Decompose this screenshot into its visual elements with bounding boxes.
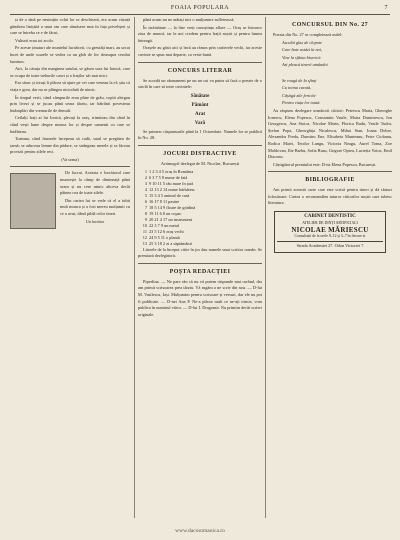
paragraph: De lucrat. Aceasta e lucrătorul care muncește la câmp de dimineață până seara și nu cere nimic altceva decât pâinea cea de toate zilele. — [60, 170, 130, 196]
row-number: 5 — [144, 192, 147, 198]
column-middle — [138, 17, 262, 518]
row-number: 1 — [144, 168, 147, 174]
section-rule — [138, 145, 262, 146]
row-text: 23 5 12 6 oraș vechi — [149, 228, 184, 234]
mailbox-text: Piperlina. — Ne pare rău că nu vă putem răspunde mai curând, dar am primit scrisoarea prea târziu. Vă rugăm a ne scrie din nou. — D-lui M. Vasilescu, Iași. Mulțumim pentru scrisoare și versuri, dar ele nu pot fi publicate. — D-nei Ana P. Ne-a plăcut mult ce ne-ați trimis; vom publica în numărul viitor. — D-lui I. Dragomir. Nu primim decât scrieri originale. — [138, 278, 262, 317]
games-intro: Aritmogrif dezlegat de M. Nicolae, București — [160, 160, 240, 166]
paragraph: Era sărac și totuși îi plăcea să ajute pe cei care veneau la el; știa că viața e grea, dar nu se plângea niciodată de nimic. — [10, 80, 130, 92]
row-number: 10 — [142, 222, 147, 228]
row-text: 25 3 18 2 zi a săptămânii — [149, 240, 192, 246]
column-left — [10, 17, 130, 518]
newspaper-title: FOAIA POPULARA — [170, 5, 230, 11]
section-rule — [138, 62, 262, 63]
dental-advertisement — [274, 211, 386, 253]
ad-name: NICOLAE MĂRIESCU — [291, 225, 369, 234]
poem-line: Azi pleacă tinerii amândoi — [282, 62, 328, 68]
row-number: 4 — [144, 186, 147, 192]
row-number: 12 — [142, 234, 147, 240]
row-text: 22 3 7 9 un metal — [149, 222, 179, 228]
paragraph: Din cartea lui se vede că el a iubit mult munca și a fost mereu mulțumit cu ce a avut, dând pildă celor tineri. — [60, 197, 130, 217]
bibliography-text: Am primit această carte care este scrisă pentru tineri și dă sfaturi folositoare. Cartea o recomandăm tuturor cititorilor noștri care iubesc literatura. — [268, 187, 392, 206]
poem-line: Vine la sfânta biserică — [282, 54, 321, 60]
paragraph: Ceilalți frați ai lui Ionică, plecați la oraș, trimiteau din când în când vești bune despre munca lor și despre oamenii cu care se întâlneau. — [10, 115, 130, 134]
contest-heading: CONCURSUL DIN No. 27 — [291, 22, 368, 28]
contest-word: Pământ — [191, 102, 209, 108]
photo-caption: Un lucrător — [85, 218, 105, 224]
games-note: Literele de la început citite în jos dau numele unui scriitor român. Se premiază dezlegătorii. — [138, 246, 262, 259]
row-text: 9 10 11 5 râu mare în țară — [149, 180, 194, 186]
section-rule — [10, 166, 130, 167]
contest-intro: Poezia din No. 27 se completează astfel: — [273, 32, 343, 37]
poem-line: Se roagă de la sfinți — [282, 77, 317, 83]
section-rule — [138, 263, 262, 264]
literary-contest-text: Se acordă un abonament pe un an cui va putea să facă o poezie de o strofă în care să intre cuvintele: — [138, 77, 262, 90]
literary-contest-heading: CONCURS LITERAR — [167, 67, 233, 74]
paragraph: Aici, la căsuța din marginea satului, se găsea sora lui Ionică, care se ocupa de toate treburile casei și a fraților săi mai mici. — [10, 66, 130, 78]
poem-line: Care bate astăzi la noi, — [282, 47, 323, 53]
paragraph: În timpul verii, când câmpurile erau pline de grâu, copiii alergau prin livezi și se jucau până seara târziu, iar bătrânii povesteau întâmplări din vremurile de demult. — [10, 94, 130, 113]
paragraph: Toamna, când frunzele începeau să cadă, satul se pregătea de iarnă; se aduceau lemne din pădure, se strângeau merele și se făceau provizii pentru zilele reci. — [10, 136, 130, 155]
row-number: 13 — [142, 240, 147, 246]
contest-respondents: Au răspuns dezlegare următorii cititori: Petrescu Maria, Gheorghe Ionescu, Elena Popescu, Constantin Vasile, Maria Dumitrescu, Ion Georgescu, Ana Stoica, Nicolae Marin, Florica Radu, Vasile Tudor, Ștefan Popa, Gheorghița Niculescu, Mihai Stan, Ioana Dobre, Alexandru Preda, Dumitru Ene, Elisabeta Munteanu, Petre Ciobanu, Rodica Matei, Teodor Lungu, Victoria Neagu, Aurel Toma, Zoe Moldovan, Ilie Barbu, Sofia Rusu, Grigore Oprea, Lucreția Voicu, Emil Diaconu. — [268, 107, 392, 160]
to-be-continued: (Va urma) — [61, 156, 79, 162]
page-header — [10, 4, 390, 15]
paragraph: În străinătate — la fine vreți cunoștința aflare — Oraș se întoarce ziua de muncă, iar la noi credem pentru frații noștri și pentru lumea întreagă. — [138, 24, 262, 43]
poem-line: Cu inima curată, — [282, 85, 312, 91]
poem-line: Câștigă zile fericite — [282, 92, 316, 98]
row-text: 6 3 7 5 8 nume de fată — [149, 174, 188, 180]
row-text: 16 17 8 11 pasăre — [149, 198, 180, 204]
paragraph: Orașele au găsit aici și încă au rămas prin cartierele vechi, iar aceste cuvinte se spun mai departe, ca veste bună. — [138, 45, 262, 57]
column-divider — [134, 17, 135, 518]
paragraph: până acum nu ne arătați nici o mulțumire sufletească. — [143, 17, 235, 22]
row-number: 7 — [144, 204, 147, 210]
paragraph: Pe aceste ținuturi ale muntelui lucrătorii, cu greutăți mari, au urcat încet de unde soarele se vedea ca un glob de foc deasupra cerului luminos. — [10, 45, 130, 64]
literary-contest-note: Se primesc răspunsurile până la 1 Octombrie. Numele lor se publică în No. 28. — [138, 128, 262, 141]
row-text: 19 11 6 8 un copac — [149, 210, 182, 216]
contest-winner: Câștigătorul premiului este: D-na Elena Popescu, București. — [273, 161, 377, 167]
arithmogriph-table — [138, 169, 262, 247]
ad-details: Consultații de la orele 9–12 și 3–7 în fiecare zi — [294, 234, 366, 239]
contest-word: Sănătate — [190, 93, 210, 99]
contest-word: Vară — [194, 120, 206, 126]
ad-subtitle: ATELIER DE DINȚI ARTIFICIALI — [302, 220, 358, 225]
row-text: 12 13 2 14 nume bărbătesc — [149, 186, 196, 192]
ad-address: Strada Academiei 27. Odon Victoriei 7 — [277, 241, 383, 250]
row-number: 3 — [144, 180, 147, 186]
row-text: 18 5 14 9 floare de grădină — [149, 204, 196, 210]
poem-line — [268, 70, 392, 77]
row-number: 9 — [144, 216, 147, 222]
paragraph: Vulturii erau tot acolo. — [15, 37, 54, 43]
games-heading: JOCURI DISTRACTIVE — [163, 150, 237, 157]
poem-line: Ascultă glas de clopote — [282, 39, 322, 45]
row-number: 8 — [144, 210, 147, 216]
watermark-url: www.dacoromanica.ro — [175, 528, 225, 534]
contest-word: Arat — [195, 111, 205, 117]
worker-photo — [10, 173, 56, 229]
row-number: 6 — [144, 198, 147, 204]
row-text: 1 2 3 4 5 oraș în România — [149, 168, 194, 174]
section-rule — [268, 171, 392, 172]
row-number: 2 — [144, 174, 147, 180]
column-divider — [265, 17, 266, 518]
poem-line: Pentru viața lor toată. — [282, 100, 321, 106]
row-text: 15 3 4 5 animal de casă — [149, 192, 190, 198]
column-right — [268, 17, 392, 518]
row-text: 24 9 5 11 o plantă — [149, 234, 180, 240]
mailbox-heading: POȘTA REDACȚIEI — [169, 268, 231, 275]
row-text: 20 21 4 17 un instrument — [149, 216, 193, 222]
row-number: 11 — [142, 228, 147, 234]
ad-label: CABINET DENTISTIC — [304, 214, 356, 220]
paragraph: și de o dată pe nesimțite ochii lor se deschiseră, era acum văzută gândirea liniștită a unui om care rămăsese mut în fața priveliștei și care se întreba ce e de făcut. — [10, 17, 130, 36]
page-number: 7 — [384, 5, 388, 11]
bibliography-heading: BIBLIOGRAFIE — [305, 177, 355, 184]
